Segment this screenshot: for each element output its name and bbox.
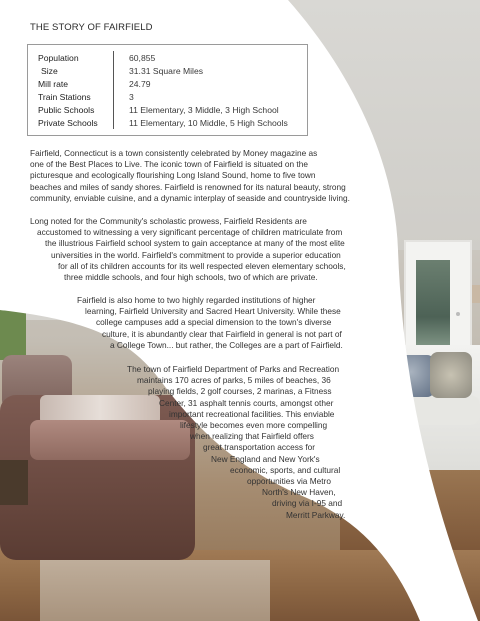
stat-value: 24.79	[129, 79, 151, 89]
text-line: playing fields, 2 golf courses, 2 marinas, a Fitness	[148, 386, 332, 397]
stat-row-size	[28, 66, 309, 80]
stat-value: 31.31 Square Miles	[129, 66, 204, 76]
recreation-paragraph	[30, 364, 450, 521]
text-line: three middle schools, and four high schools, two of which are private.	[64, 272, 318, 283]
stat-label: Mill rate	[38, 79, 69, 89]
text-line: great transportation access for	[203, 442, 316, 453]
stat-row-private-schools	[28, 118, 309, 132]
stat-label: Public Schools	[38, 105, 95, 115]
text-line: maintains 170 acres of parks, 5 miles of beaches, 36	[137, 375, 331, 386]
text-line: universities in the world. Fairfield's commitment to provide a superior education	[51, 249, 341, 260]
stat-label: Size	[41, 66, 58, 76]
text-line: one of the Best Places to Live. The iconic town of Fairfield is situated on the	[30, 159, 308, 170]
text-line: when realizing that Fairfield offers	[190, 431, 314, 442]
text-line: opportunities via Metro	[247, 476, 331, 487]
text-line: the illustrious Fairfield school system to gain acceptance at many of the most elite	[45, 238, 345, 249]
text-line: New England and New York's	[211, 453, 320, 464]
text-line: college campuses add a special dimension to the town's diverse	[96, 317, 332, 328]
text-line: accustomed to witnessing a very significant percentage of children matriculate from	[37, 227, 343, 238]
text-line: Fairfield, Connecticut is a town consistently celebrated by Money magazine as	[30, 148, 318, 158]
text-line: picturesque and ecologically flourishing Long Island Sound, home to five town	[30, 170, 316, 181]
text-line: lifestyle becomes even more compelling	[180, 420, 328, 431]
text-line: for all of its children accounts for its well respected eleven elementary schools,	[58, 260, 346, 271]
stat-row-train-stations	[28, 92, 309, 106]
stat-row-population	[28, 53, 309, 67]
text-line: economic, sports, and cultural	[230, 464, 341, 475]
text-line: North's New Haven,	[262, 487, 336, 498]
intro-paragraph	[30, 148, 450, 204]
stats-table	[27, 44, 308, 136]
stat-row-mill-rate	[28, 79, 309, 93]
text-line: beaches and miles of sandy shores. Fairfield is renowned for its natural beauty, strong	[30, 181, 346, 192]
text-line: Long noted for the Community's scholastic prowess, Fairfield Residents are	[30, 216, 307, 226]
text-line: culture, it is abundantly clear that Fairfield in general is not part of	[102, 328, 342, 339]
stat-label: Private Schools	[38, 118, 98, 128]
text-line: learning, Fairfield University and Sacred Heart University. While these	[85, 306, 341, 317]
stat-row-public-schools	[28, 105, 309, 119]
stat-label: Train Stations	[38, 92, 91, 102]
stat-value: 11 Elementary, 10 Middle, 5 High Schools	[129, 118, 288, 128]
text-line: The town of Fairfield Department of Parks and Recreation	[127, 364, 340, 374]
text-line: a College Town... but rather, the Colleges are a part of Fairfield.	[110, 339, 343, 350]
stat-value: 60,855	[129, 53, 156, 63]
stat-label: Population	[38, 53, 79, 63]
universities-paragraph	[30, 295, 450, 351]
schools-paragraph	[30, 216, 450, 283]
stat-value: 11 Elementary, 3 Middle, 3 High School	[129, 105, 279, 115]
text-line: driving via I-95 and	[272, 498, 343, 509]
text-line: Fairfield is also home to two highly regarded institutions of higher	[77, 295, 316, 305]
text-line: important recreational facilities. This enviable	[169, 408, 335, 419]
text-line: Center, 31 asphalt tennis courts, amongst other	[159, 397, 334, 408]
stat-value: 3	[129, 92, 134, 102]
text-line: Merritt Parkway.	[286, 509, 346, 520]
page-title: THE STORY OF FAIRFIELD	[30, 22, 153, 33]
text-line: community, enviable cuisine, and a dynamic interplay of seaside and countryside living.	[30, 192, 350, 203]
